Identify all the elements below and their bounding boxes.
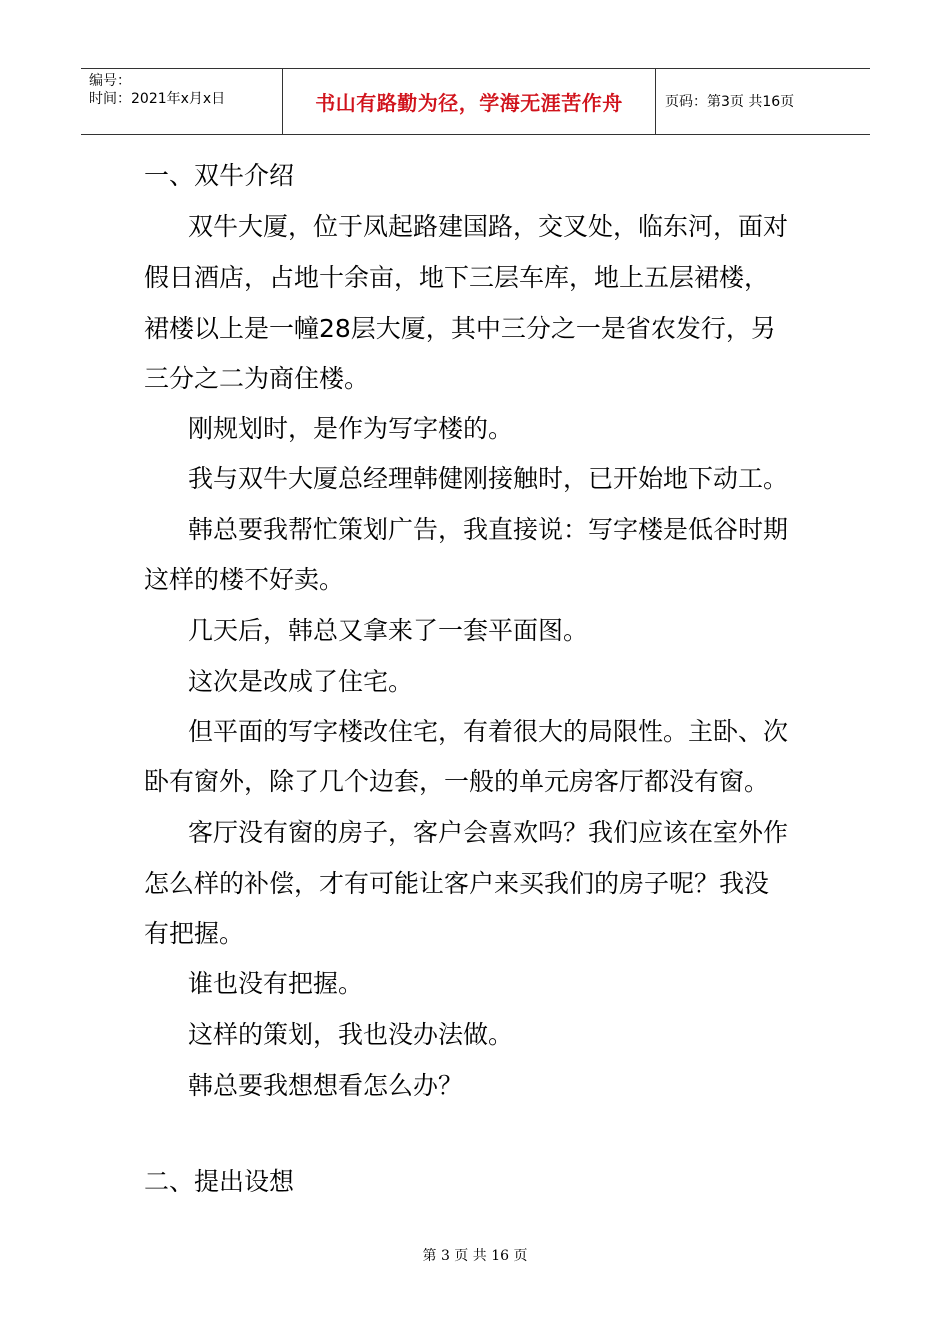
paragraph-line: 客厅没有窗的房子，客户会喜欢吗？我们应该在室外作	[188, 818, 789, 847]
document-date: 时间：2021年x月x日	[89, 91, 226, 107]
document-number-label: 编号：	[89, 73, 131, 89]
paragraph-line: 这样的楼不好卖。	[144, 565, 345, 594]
paragraph-line: 三分之二为商住楼。	[144, 364, 370, 393]
document-header	[81, 68, 870, 135]
paragraph-line: 卧有窗外，除了几个边套，一般的单元房客厅都没有窗。	[144, 767, 770, 796]
paragraph-line: 谁也没有把握。	[188, 969, 364, 998]
header-page-info: 页码：第3页 共16页	[665, 93, 795, 110]
header-motto: 书山有路勤为径，学海无涯苦作舟	[315, 91, 623, 115]
paragraph-line: 我与双牛大厦总经理韩健刚接触时，已开始地下动工。	[188, 464, 789, 493]
paragraph-line: 假日酒店，占地十余亩，地下三层车库，地上五层裙楼，	[144, 263, 770, 292]
paragraph-line: 怎么样的补偿，才有可能让客户来买我们的房子呢？我没	[144, 869, 770, 898]
paragraph-line: 刚规划时，是作为写字楼的。	[188, 414, 514, 443]
section-title-proposal: 二、提出设想	[144, 1167, 295, 1196]
footer-page-number: 第 3 页 共 16 页	[422, 1248, 528, 1264]
page-footer	[0, 1247, 950, 1265]
header-motto-cell	[282, 69, 656, 134]
paragraph-line: 双牛大厦，位于凤起路建国路，交叉处，临东河，面对	[188, 212, 789, 241]
paragraph-line: 但平面的写字楼改住宅，有着很大的局限性。主卧、次	[188, 717, 789, 746]
paragraph-line: 裙楼以上是一幢28层大厦，其中三分之一是省农发行，另	[144, 314, 776, 343]
header-page-cell	[656, 69, 870, 134]
header-meta-cell	[81, 69, 282, 134]
paragraph-line: 这次是改成了住宅。	[188, 667, 414, 696]
paragraph-line: 几天后，韩总又拿来了一套平面图。	[188, 616, 589, 645]
paragraph-line: 这样的策划，我也没办法做。	[188, 1020, 514, 1049]
paragraph-line: 韩总要我帮忙策划广告，我直接说：写字楼是低谷时期	[188, 515, 789, 544]
section-title-intro: 一、双牛介绍	[144, 161, 295, 190]
paragraph-line: 有把握。	[144, 919, 245, 948]
paragraph-line: 韩总要我想想看怎么办？	[188, 1071, 464, 1100]
